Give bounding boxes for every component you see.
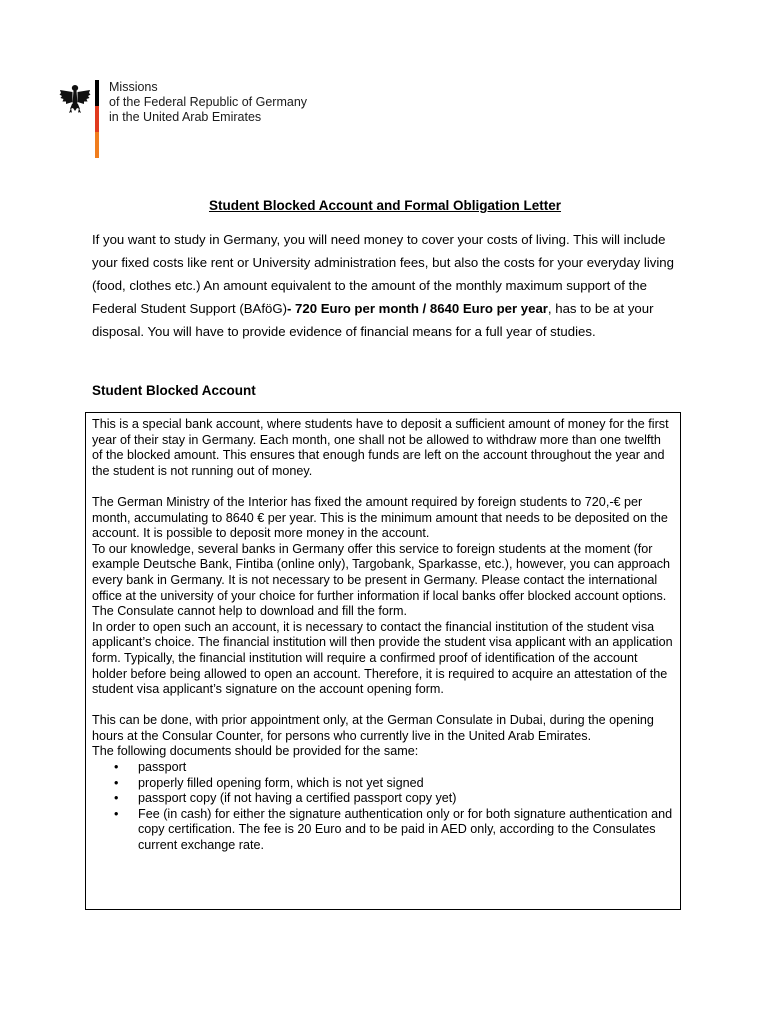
- bullet: •: [114, 760, 119, 775]
- letterhead-line-1: Missions: [109, 80, 158, 94]
- document-title: Student Blocked Account and Formal Obligation Letter: [208, 198, 562, 213]
- list-item: [114, 791, 674, 807]
- intro-text-1: If you want to study in Germany, you will need money to cover your costs of living. This will include your fixed costs like rent or University administration fees, but also the costs for your everyday living (food, clothes etc.) An amount equivalent to the amount of the monthly maximum support of the Federal Student Support (BAföG): [92, 232, 674, 316]
- intro-text-2: , has to be at your disposal. You will have to provide evidence of financial means for a full year of studies.: [92, 301, 654, 339]
- blocked-account-box: [85, 412, 681, 910]
- letterhead-line-3: in the United Arab Emirates: [109, 110, 262, 124]
- list-item: [114, 775, 674, 792]
- list-item: [114, 806, 674, 854]
- section-heading: Student Blocked Account: [92, 383, 256, 398]
- bullet: •: [114, 791, 119, 806]
- box-paragraph-5: This can be done, with prior appointment only, at the German Consulate in Dubai, during the opening hours at the Consular Counter, for persons who currently live in the United Arab Emirates.: [92, 713, 654, 743]
- bullet: •: [114, 806, 119, 821]
- box-paragraph-4: In order to open such an account, it is necessary to contact the financial institution of the student visa applicant’s choice. The financial institution will then provide the student visa applicant with an application form. Typically, the financial institution will require a confirmed proof of identification of the account holder before being allowed to open an account. Therefore, it is required to acquire an attestation of the student visa applicant’s signature on the account opening form.: [92, 619, 673, 697]
- list-item-text: passport: [138, 760, 187, 775]
- bullet: •: [114, 775, 119, 790]
- list-item-text: properly filled opening form, which is not yet signed: [138, 775, 424, 790]
- box-paragraph-2: The German Ministry of the Interior has fixed the amount required by foreign students to 720,-€ per month, accumulating to 8640 € per year. This is the minimum amount that needs to be deposited on the account. It is possible to deposit more money in the account.: [92, 494, 668, 541]
- list-item-text: passport copy (if not having a certified passport copy yet): [138, 791, 457, 806]
- list-item-text: Fee (in cash) for either the signature authentication only or for both signature authentication and copy certification. The fee is 20 Euro and to be paid in AED only, according to the Consulates current exchange rate.: [138, 806, 673, 853]
- box-paragraph-6: The following documents should be provided for the same:: [92, 744, 419, 759]
- intro-paragraph: [92, 228, 682, 343]
- intro-bold-amount: - 720 Euro per month / 8640 Euro per year: [287, 301, 548, 316]
- box-paragraph-1: This is a special bank account, where students have to deposit a sufficient amount of money for the first year of their stay in Germany. Each month, one shall not be allowed to withdraw more than one twelfth of the blocked amount. This ensures that enough funds are left on the account throughout the year and the student is not running out of money.: [92, 417, 669, 478]
- letterhead-bar-black: [95, 80, 99, 106]
- letterhead-text: [109, 80, 307, 125]
- box-paragraph-3: To our knowledge, several banks in Germany offer this service to foreign students at the moment (for example Deutsche Bank, Fintiba (online only), Targobank, Sparkasse, etc.), however, you can approach every bank in Germany. It is not necessary to be present in Germany. Please contact the international office at the university of your choice for further information if local banks offer blocked account options. The Consulate cannot help to download and fill the form.: [92, 541, 671, 619]
- letterhead-bar-red: [95, 106, 99, 132]
- letterhead-line-2: of the Federal Republic of Germany: [109, 95, 308, 109]
- list-item: [114, 760, 674, 776]
- documents-list: [92, 760, 674, 854]
- federal-eagle-icon: [58, 82, 92, 116]
